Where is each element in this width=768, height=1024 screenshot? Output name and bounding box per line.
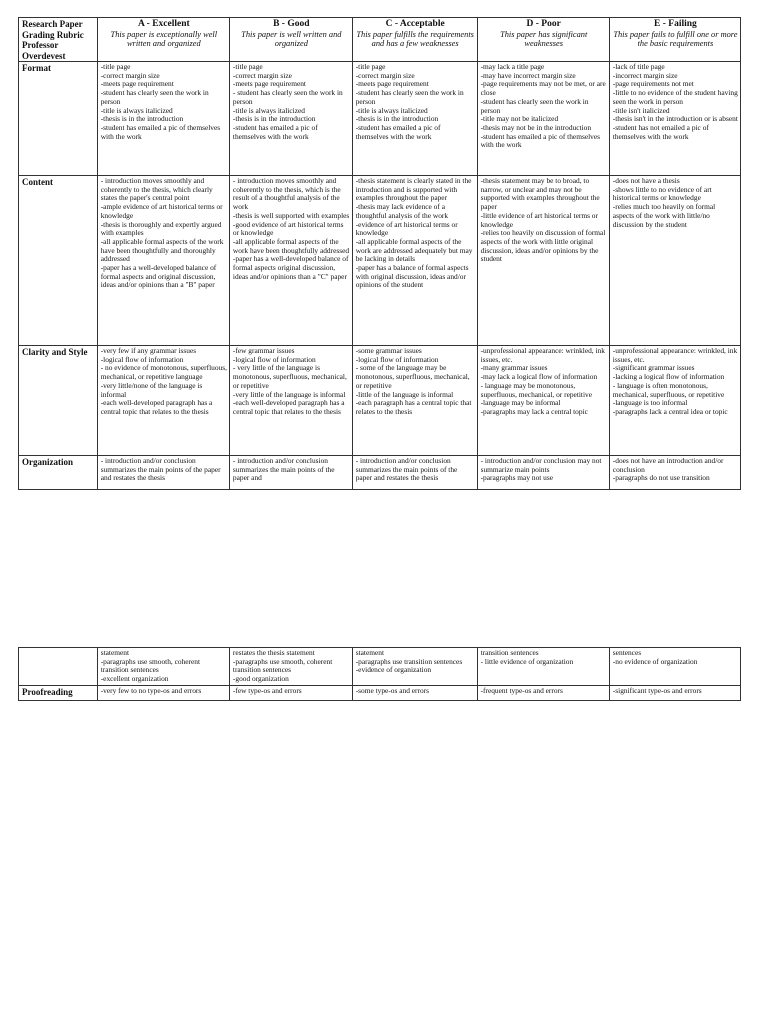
criterion-line: - no evidence of monotonous, superfluous, mechanical, or repetitive language: [100, 363, 227, 382]
criterion-line: -very few to no type-os and errors: [100, 686, 202, 695]
grade-description: This paper fulfills the requirements and has a few weaknesses: [356, 29, 474, 49]
grade-description: This paper fails to fulfill one or more the basic requirements: [613, 29, 738, 49]
criterion-line: - introduction and/or conclusion may not summarize main points: [480, 457, 602, 474]
criterion-line: -evidence of art historical terms or knowledge: [355, 219, 458, 238]
rubric-cell: [352, 176, 477, 346]
criterion-line: -frequent type-os and errors: [480, 686, 563, 695]
criterion-line: - little evidence of organization: [480, 656, 574, 666]
criterion-line: -very little of the language is informal: [232, 389, 346, 399]
criterion-label: Content: [19, 176, 98, 346]
criterion-line: -student has not emailed a pic of themselves with the work: [612, 122, 709, 141]
criterion-line: -excellent organization: [100, 674, 169, 684]
criterion-line: -thesis may lack evidence of a thoughtful analysis of the work: [355, 202, 449, 220]
criterion-line: sentences: [612, 648, 642, 657]
criterion-line: -incorrect margin size: [612, 70, 678, 80]
criterion-line: -relies too heavily on discussion of formal aspects of the work with little original discussion, ideas and/or opinions by the student: [480, 228, 606, 264]
criterion-line: - student has clearly seen the work in person: [232, 88, 343, 106]
criterion-line: -paragraphs do not use transition: [612, 473, 710, 483]
criterion-line: -few grammar issues: [232, 346, 295, 355]
rubric-cell: [609, 346, 740, 456]
header-row: [19, 18, 741, 62]
criterion-line: -title may not be italicized: [480, 114, 559, 124]
rubric-row-proofreading: [19, 686, 741, 701]
criterion-line: -does not have a thesis: [612, 176, 680, 185]
rubric-title-line: Overdevest: [22, 50, 66, 61]
criterion-line: - language may be monotonous, superfluous, mechanical, or repetitive: [480, 380, 593, 399]
rubric-cell: [609, 62, 740, 176]
criterion-line: -little of the language is informal: [355, 389, 454, 399]
rubric-table-continued: [18, 647, 741, 701]
criterion-line: -may lack a title page: [480, 62, 545, 71]
criterion-line: -paper has a well-developed balance of formal aspects and original discussion, ideas and/or opinions than a "B" paper: [100, 263, 217, 290]
grade-header-c: [352, 18, 477, 62]
rubric-title-line: Professor: [22, 40, 59, 50]
rubric-cell: [229, 346, 352, 456]
rubric-cell: [97, 648, 229, 686]
criterion-line: -some grammar issues: [355, 346, 422, 355]
grade-title: A - Excellent: [137, 19, 190, 29]
rubric-cell: [229, 176, 352, 346]
criterion-line: -ample evidence of art historical terms or knowledge: [100, 202, 223, 220]
criterion-line: -paper has a well-developed balance of formal aspects original discussion, ideas and/or opinions than a "C" paper: [232, 254, 349, 281]
criterion-line: -thesis may not be in the introduction: [480, 122, 592, 132]
criterion-line: -page requirements not met: [612, 79, 694, 89]
rubric-cell: [609, 686, 740, 701]
criterion-line: - introduction and/or conclusion summarizes the main points of the paper and: [232, 457, 335, 483]
criterion-line: transition sentences: [480, 648, 539, 657]
criterion-line: -language is too informal: [612, 398, 688, 408]
rubric-cell: [97, 686, 229, 701]
criterion-line: -lacking a logical flow of information: [612, 372, 725, 382]
grade-title: B - Good: [273, 19, 310, 29]
grade-description: This paper is well written and organized: [241, 29, 342, 49]
criterion-line: -title page: [100, 62, 131, 71]
rubric-cell: [97, 346, 229, 456]
grade-title: D - Poor: [526, 19, 561, 29]
rubric-cell: [477, 686, 609, 701]
grade-title: E - Failing: [654, 19, 697, 29]
criterion-line: -paragraphs lack a central idea or topic: [612, 406, 728, 416]
rubric-cell: [97, 176, 229, 346]
criterion-line: -title is always italicized: [355, 105, 428, 115]
criterion-line: -paragraphs use smooth, coherent transition sentences: [100, 656, 201, 675]
criterion-line: statement: [100, 648, 130, 657]
rubric-title-cell: [19, 18, 98, 62]
rubric-row-organization: [19, 456, 741, 490]
criterion-line: - introduction and/or conclusion summarizes the main points of the paper and restates the thesis: [100, 457, 221, 483]
grade-description: This paper has significant weaknesses: [500, 29, 588, 49]
criterion-line: statement: [355, 648, 385, 657]
rubric-cell: [97, 456, 229, 490]
criterion-line: -thesis statement is clearly stated in the introduction and is supported with examples throughout the paper: [355, 176, 472, 203]
criterion-line: -thesis is thoroughly and expertly argued with examples: [100, 219, 222, 238]
rubric-cell: [229, 456, 352, 490]
criterion-line: - introduction moves smoothly and coherently to the thesis, which clearly states the paper's central point: [100, 176, 213, 203]
criterion-line: -thesis statement may be to broad, to narrow, or unclear and may not be supported with examples throughout the paper: [480, 176, 600, 212]
criterion-line: -evidence of organization: [355, 665, 432, 675]
rubric-table: [18, 17, 741, 490]
criterion-line: -student has clearly seen the work in person: [480, 96, 589, 115]
criterion-line: -few type-os and errors: [232, 686, 302, 695]
criterion-line: -very few if any grammar issues: [100, 346, 197, 355]
criterion-line: -meets page requirement: [232, 79, 306, 89]
criterion-line: -paragraphs may lack a central topic: [480, 406, 588, 416]
criterion-line: -does not have an introduction and/or conclusion: [612, 457, 724, 474]
rubric-title-line: Grading Rubric: [22, 29, 84, 40]
criterion-line: -correct margin size: [100, 70, 160, 80]
criterion-line: -significant grammar issues: [612, 363, 695, 373]
criterion-label: Organization: [19, 456, 98, 490]
rubric-row-format: [19, 62, 741, 176]
criterion-line: -page requirements may not be met, or are close: [480, 79, 606, 98]
criterion-line: -each paragraph has a central topic that relates to the thesis: [355, 398, 472, 416]
criterion-line: -thesis isn't in the introduction or is absent: [612, 114, 738, 124]
criterion-label: [19, 648, 98, 686]
grade-title: C - Acceptable: [385, 19, 445, 29]
criterion-line: -may lack a logical flow of information: [480, 372, 598, 382]
criterion-line: -thesis is in the introduction: [355, 114, 439, 124]
criterion-line: -student has clearly seen the work in person: [355, 88, 464, 106]
criterion-line: -unprofessional appearance: wrinkled, ink issues, etc.: [480, 346, 605, 364]
criterion-line: -good evidence of art historical terms or knowledge: [232, 219, 344, 238]
criterion-line: - language is often monotonous, mechanical, superfluous, or repetitive: [612, 380, 725, 399]
criterion-line: -correct margin size: [232, 70, 292, 80]
criterion-line: -paper has a balance of formal aspects with original discussion, ideas and/or opinions of the student: [355, 263, 469, 290]
rubric-cell: [97, 62, 229, 176]
criterion-line: -little to no evidence of the student having seen the work in person: [612, 88, 738, 106]
rubric-cell: [352, 62, 477, 176]
criterion-line: -student has emailed a pic of themselves with the work: [100, 122, 221, 141]
criterion-line: -title page: [355, 62, 386, 71]
criterion-line: -good organization: [232, 674, 289, 684]
rubric-title-line: Research Paper: [22, 19, 83, 29]
rubric-cell: [229, 62, 352, 176]
criterion-line: -shows little to no evidence of art historical terms or knowledge: [612, 184, 712, 203]
criterion-line: -each well-developed paragraph has a central topic that relates to the thesis: [100, 398, 213, 416]
criterion-line: -some type-os and errors: [355, 686, 429, 695]
rubric-cell: [477, 346, 609, 456]
criterion-line: -meets page requirement: [100, 79, 174, 89]
criterion-line: -title is always italicized: [232, 105, 305, 115]
grade-header-b: [229, 18, 352, 62]
grade-description: This paper is exceptionally well written and organized: [110, 29, 218, 49]
rubric-cell: [229, 686, 352, 701]
rubric-row-content: [19, 176, 741, 346]
criterion-label: Proofreading: [19, 686, 98, 701]
criterion-line: -student has emailed a pic of themselves with the work: [480, 131, 601, 150]
criterion-line: -lack of title page: [612, 62, 665, 71]
criterion-line: -many grammar issues: [480, 363, 548, 373]
criterion-line: restates the thesis statement: [232, 648, 315, 657]
criterion-line: -all applicable formal aspects of the work have been thoughtfully and thoroughly addressed: [100, 236, 224, 264]
criterion-line: -paragraphs use smooth, coherent transition sentences: [232, 656, 333, 675]
rubric-cell: [352, 346, 477, 456]
criterion-line: -thesis is in the introduction: [232, 114, 316, 124]
criterion-line: -correct margin size: [355, 70, 415, 80]
rubric-row-clarity: [19, 346, 741, 456]
rubric-row-organization-continued: [19, 648, 741, 686]
rubric-cell: [352, 648, 477, 686]
criterion-line: - some of the language may be monotonous, superfluous, mechanical, or repetitive: [355, 363, 470, 390]
criterion-line: - introduction and/or conclusion summarizes the main points of the paper and restates the thesis: [355, 457, 458, 483]
criterion-line: -paragraphs use transition sentences: [355, 656, 463, 666]
criterion-line: -logical flow of information: [232, 354, 316, 364]
criterion-line: -title is always italicized: [100, 105, 173, 115]
criterion-line: -thesis is well supported with examples: [232, 210, 350, 220]
rubric-cell: [477, 456, 609, 490]
criterion-line: - very little of the language is monotonous, superfluous, mechanical, or repetitive: [232, 363, 347, 390]
criterion-line: -student has clearly seen the work in person: [100, 88, 209, 106]
rubric-cell: [477, 648, 609, 686]
criterion-line: -title isn't italicized: [612, 105, 670, 115]
criterion-line: -all applicable formal aspects of the work have been thoughtfully addressed: [232, 236, 350, 255]
criterion-line: -may have incorrect margin size: [480, 70, 576, 80]
rubric-cell: [609, 176, 740, 346]
criterion-line: -title page: [232, 62, 263, 71]
rubric-cell: [477, 62, 609, 176]
grade-header-a: [97, 18, 229, 62]
rubric-cell: [229, 648, 352, 686]
criterion-line: -significant type-os and errors: [612, 686, 702, 695]
criterion-line: -meets page requirement: [355, 79, 429, 89]
criterion-line: -student has emailed a pic of themselves with the work: [355, 122, 441, 141]
grade-header-d: [477, 18, 609, 62]
rubric-cell: [352, 686, 477, 701]
rubric-cell: [609, 648, 740, 686]
criterion-label: Clarity and Style: [19, 346, 98, 456]
criterion-line: -no evidence of organization: [612, 656, 698, 666]
criterion-line: -unprofessional appearance: wrinkled, ink issues, etc.: [612, 346, 738, 364]
criterion-label: Format: [19, 62, 98, 176]
criterion-line: - introduction moves smoothly and coherently to the thesis, which is the result of a thoughtful analysis of the work: [232, 176, 341, 212]
criterion-line: -logical flow of information: [100, 354, 184, 364]
criterion-line: -little evidence of art historical terms or knowledge: [480, 210, 598, 229]
criterion-line: -thesis is in the introduction: [100, 114, 184, 124]
grade-header-e: [609, 18, 740, 62]
rubric-cell: [352, 456, 477, 490]
rubric-cell: [477, 176, 609, 346]
criterion-line: -logical flow of information: [355, 354, 439, 364]
criterion-line: -each well-developed paragraph has a central topic that relates to the thesis: [232, 398, 345, 416]
criterion-line: -all applicable formal aspects of the work are addressed adequately but may be lacking in details: [355, 236, 473, 264]
criterion-line: -student has emailed a pic of themselves with the work: [232, 122, 318, 141]
criterion-line: -very little/none of the language is informal: [100, 380, 203, 399]
criterion-line: -language may be informal: [480, 398, 561, 408]
rubric-cell: [609, 456, 740, 490]
criterion-line: -relies much too heavily on formal aspects of the work with little/no discussion by the student: [612, 202, 716, 229]
criterion-line: -paragraphs may not use: [480, 473, 554, 483]
